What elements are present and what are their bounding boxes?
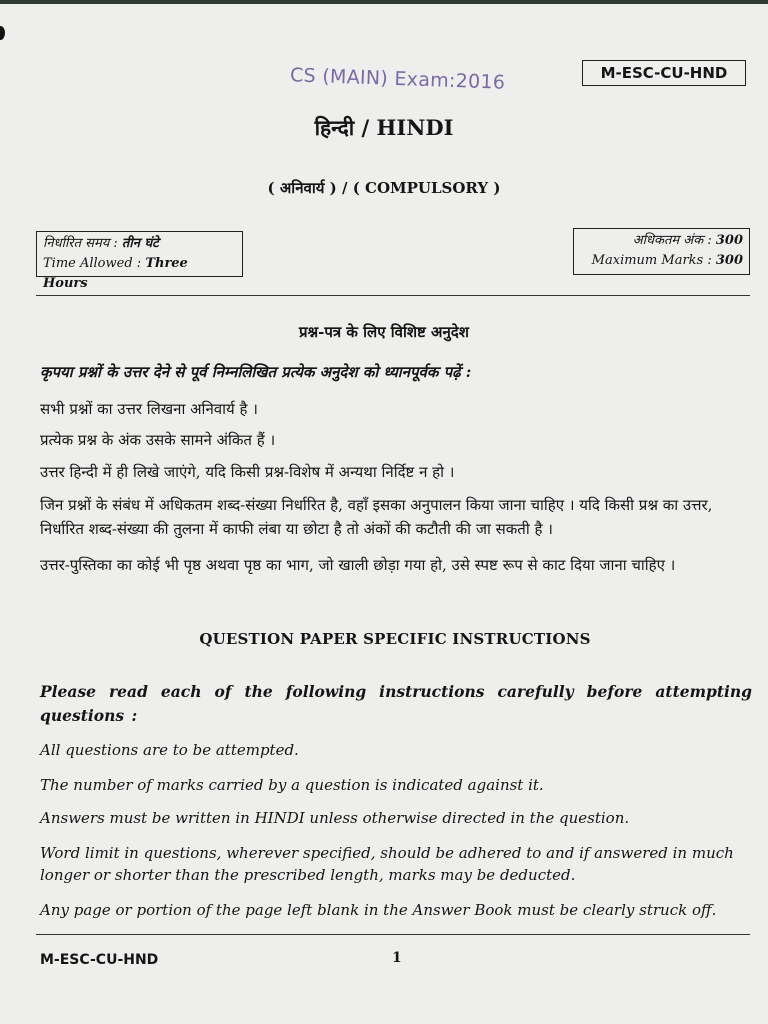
time-allowed-box <box>36 231 243 291</box>
paper-title: हिन्दी / HINDI <box>314 115 454 140</box>
english-instruction-item: All questions are to be attempted. <box>40 741 299 759</box>
scan-edge <box>0 0 768 4</box>
english-instruction-item: Answers must be written in HINDI unless otherwise directed in the question. <box>40 809 630 827</box>
hindi-instruction-item: प्रत्येक प्रश्न के अंक उसके सामने अंकित हैं । <box>40 431 276 449</box>
marks-english: Maximum Marks : 300 <box>591 253 743 268</box>
time-hindi: निर्धारित समय : तीन घंटे <box>43 236 159 251</box>
paper-code-box: M-ESC-CU-HND <box>582 60 746 86</box>
divider <box>36 295 750 296</box>
english-instruction-item: Word limit in questions, wherever specified, should be adhered to and if answered in much longer or shorter than the prescribed length, marks may be deducted. <box>40 844 734 884</box>
hindi-instruction-item: जिन प्रश्नों के संबंध में अधिकतम शब्द-संख्या निर्धारित है, वहाँ इसका अनुपालन किया जाना चाहिए । यदि किसी प्रश्न का उत्तर, निर्धारित शब्द-संख्या की तुलना में काफी लंबा या छोटा है तो अंकों की कटौती की जा सकती है । <box>40 496 713 538</box>
marks-hindi: अधिकतम अंक : 300 <box>632 233 743 248</box>
english-instruction-item: The number of marks carried by a question is indicated against it. <box>40 776 544 794</box>
exam-stamp: CS (MAIN) Exam:2016 <box>289 64 506 94</box>
hindi-instructions-intro: कृपया प्रश्नों के उत्तर देने से पूर्व निम्नलिखित प्रत्येक अनुदेश को ध्यानपूर्वक पढ़ें : <box>40 363 472 381</box>
time-english: Time Allowed : Three Hours <box>43 256 188 291</box>
scan-punch-hole <box>0 26 5 40</box>
hindi-instruction-item: उत्तर हिन्दी में ही लिखे जाएंगे, यदि किसी प्रश्न-विशेष में अन्यथा निर्दिष्ट न हो । <box>40 463 455 481</box>
page-number: 1 <box>392 950 402 966</box>
english-instruction-item: Any page or portion of the page left blank in the Answer Book must be clearly struck off. <box>40 901 717 919</box>
hindi-instructions-heading: प्रश्न-पत्र के लिए विशिष्ट अनुदेश <box>299 323 469 341</box>
hindi-instruction-item: उत्तर-पुस्तिका का कोई भी पृष्ठ अथवा पृष्ठ का भाग, जो खाली छोड़ा गया हो, उसे स्पष्ट रूप से काट दिया जाना चाहिए । <box>40 556 676 574</box>
english-instructions-intro: Please read each of the following instructions carefully before attempting questions : <box>40 682 752 725</box>
english-instructions-heading: QUESTION PAPER SPECIFIC INSTRUCTIONS <box>199 630 591 648</box>
footer-paper-code: M-ESC-CU-HND <box>40 952 159 968</box>
paper-subtitle: ( अनिवार्य ) / ( COMPULSORY ) <box>267 179 501 197</box>
hindi-instruction-item: सभी प्रश्नों का उत्तर लिखना अनिवार्य है । <box>40 400 258 418</box>
maximum-marks-box <box>573 228 750 275</box>
footer-divider <box>36 934 750 935</box>
